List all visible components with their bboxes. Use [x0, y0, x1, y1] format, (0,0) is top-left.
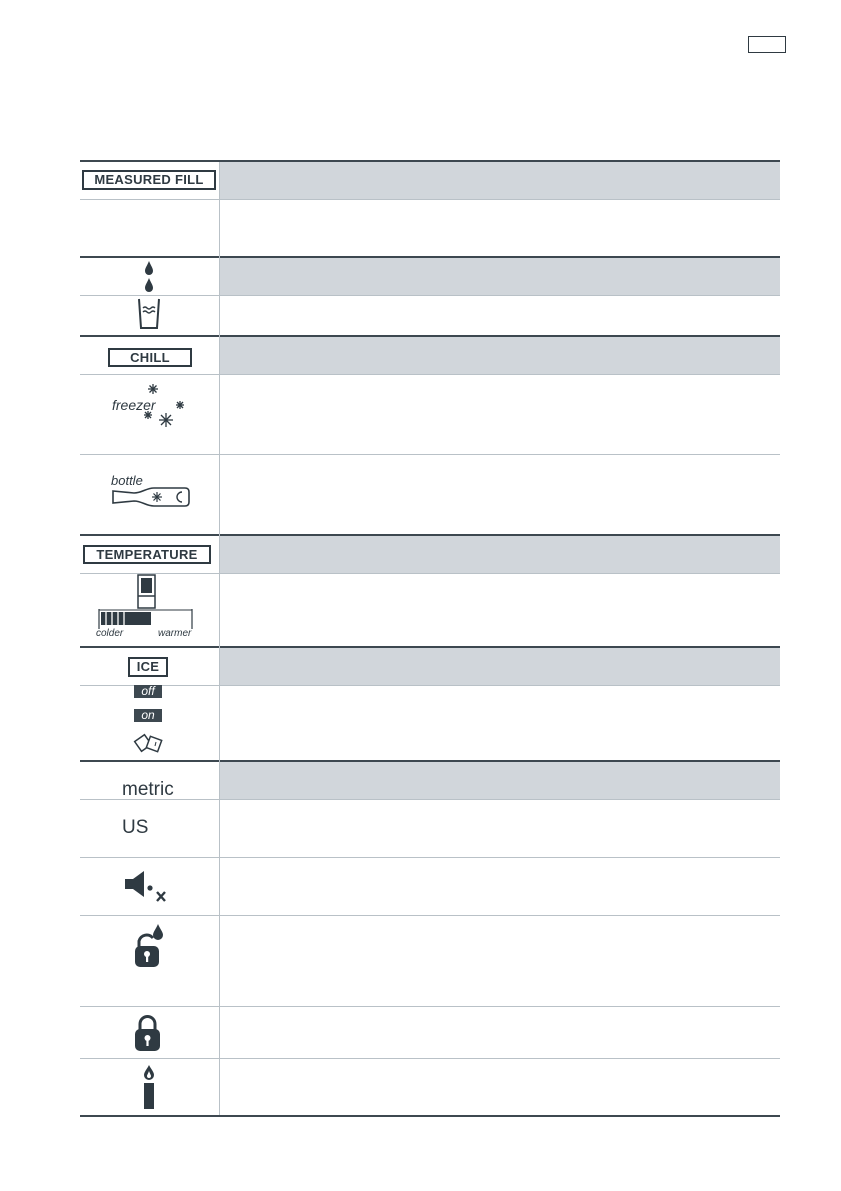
freezer-label: freezer: [112, 397, 156, 413]
rule: [80, 1115, 780, 1117]
ice-on-indicator: on: [134, 709, 162, 722]
mute-icon[interactable]: [124, 870, 176, 904]
rule: [80, 454, 780, 455]
header-band: [220, 337, 780, 374]
header-band: [220, 648, 780, 685]
ice-cubes-icon: [134, 730, 166, 756]
lock-icon[interactable]: [134, 1014, 162, 1054]
rule: [80, 1058, 780, 1059]
header-band: [220, 762, 780, 799]
control-reference-table: [80, 160, 780, 1117]
fridge-icon: [137, 574, 157, 610]
metric-label[interactable]: metric: [122, 779, 174, 800]
us-units-label[interactable]: US: [122, 817, 149, 838]
colder-label: colder: [96, 628, 124, 639]
candle-icon[interactable]: [142, 1065, 156, 1111]
rule: [80, 573, 780, 574]
rule: [80, 374, 780, 375]
rule: [80, 685, 780, 686]
warmer-label: warmer: [158, 628, 192, 639]
chill-button[interactable]: CHILL: [108, 348, 192, 367]
rule: [80, 1006, 780, 1007]
rule: [80, 295, 780, 296]
measured-fill-button[interactable]: MEASURED FILL: [82, 170, 216, 190]
rule: [80, 915, 780, 916]
header-band: [220, 258, 780, 295]
page-number-box: [748, 36, 786, 53]
header-band: [220, 162, 780, 199]
rule: [80, 857, 780, 858]
snowflakes-icon: [146, 382, 192, 432]
column-divider: [219, 162, 220, 1115]
bottle-icon: [112, 486, 192, 508]
ice-off-indicator: off: [134, 685, 162, 698]
bottle-label: bottle: [111, 473, 143, 488]
temperature-button[interactable]: TEMPERATURE: [83, 545, 211, 564]
ice-button[interactable]: ICE: [128, 657, 168, 677]
header-band: [220, 536, 780, 573]
dispenser-lock-icon[interactable]: [134, 924, 168, 974]
water-drops-glass-icon[interactable]: [132, 261, 172, 333]
rule: [80, 799, 780, 800]
rule: [80, 199, 780, 200]
